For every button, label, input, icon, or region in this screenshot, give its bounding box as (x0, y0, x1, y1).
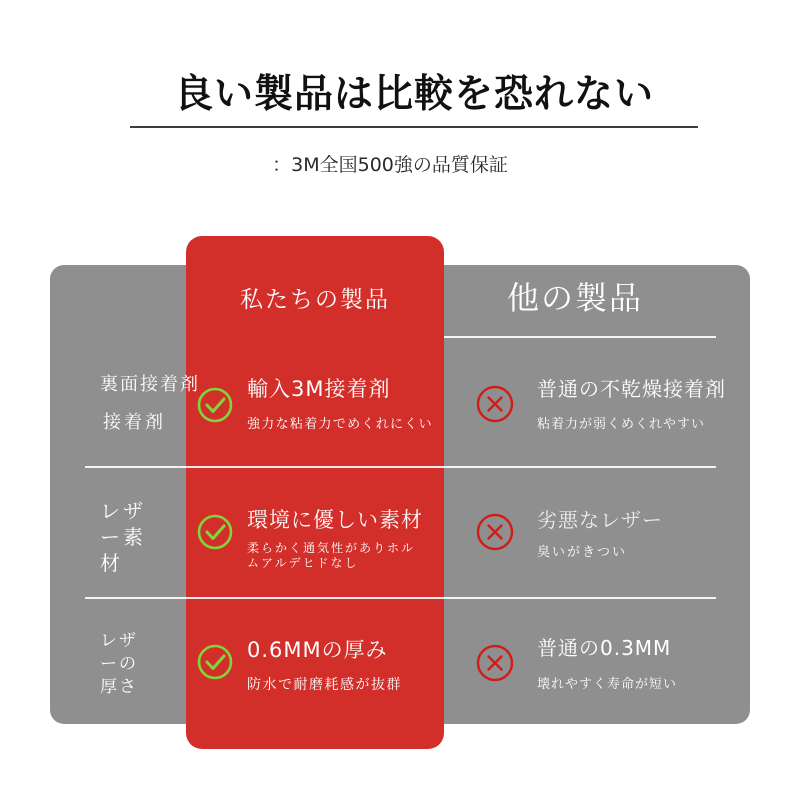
other-product-header: 他の製品 (506, 279, 643, 317)
row-divider-2 (85, 597, 716, 599)
check-circle-icon (195, 642, 235, 682)
row-label-line: ー素 (100, 525, 146, 549)
header-divider (444, 336, 716, 338)
row-divider-1 (85, 466, 716, 468)
other-feature-desc: 壊れやすく寿命が短い (537, 677, 678, 692)
row-label-line: 厚さ (100, 677, 138, 697)
other-feature-title: 普通の不乾燥接着剤 (537, 377, 726, 401)
our-feature-title: 環境に優しい素材 (247, 508, 423, 532)
our-feature-title: 0.6MMの厚み (247, 638, 388, 662)
our-feature-title: 輸入3M接着剤 (247, 377, 391, 401)
other-feature-desc: 臭いがきつい (537, 545, 628, 560)
row-label-line: 材 (100, 551, 123, 575)
other-feature-title: 劣悪なレザー (537, 508, 663, 532)
x-circle-icon (475, 384, 515, 424)
our-feature-desc: ムアルデヒドなし (247, 556, 359, 570)
row-label-line: 接着剤 (103, 412, 166, 433)
our-product-header: 私たちの製品 (240, 287, 390, 313)
title-divider (130, 126, 698, 128)
x-circle-icon (475, 512, 515, 552)
other-feature-title: 普通の0.3MM (537, 636, 672, 660)
check-circle-icon (195, 385, 235, 425)
row-label-line: レザ (100, 499, 146, 523)
our-feature-desc: 柔らかく通気性がありホル (247, 541, 416, 555)
row-label-line: レザ (100, 631, 138, 651)
page-title: 良い製品は比較を恐れない (173, 72, 654, 117)
our-feature-desc: 強力な粘着力でめくれにくい (247, 417, 433, 432)
page-subtitle: ：3M全国500強の品質保証 (272, 154, 508, 176)
row-label-line: ーの (100, 654, 138, 674)
x-circle-icon (475, 643, 515, 683)
other-feature-desc: 粘着力が弱くめくれやすい (537, 417, 706, 432)
row-label-line: 裏面接着剤 (100, 374, 200, 395)
check-circle-icon (195, 512, 235, 552)
our-feature-desc: 防水で耐磨耗感が抜群 (247, 677, 402, 693)
